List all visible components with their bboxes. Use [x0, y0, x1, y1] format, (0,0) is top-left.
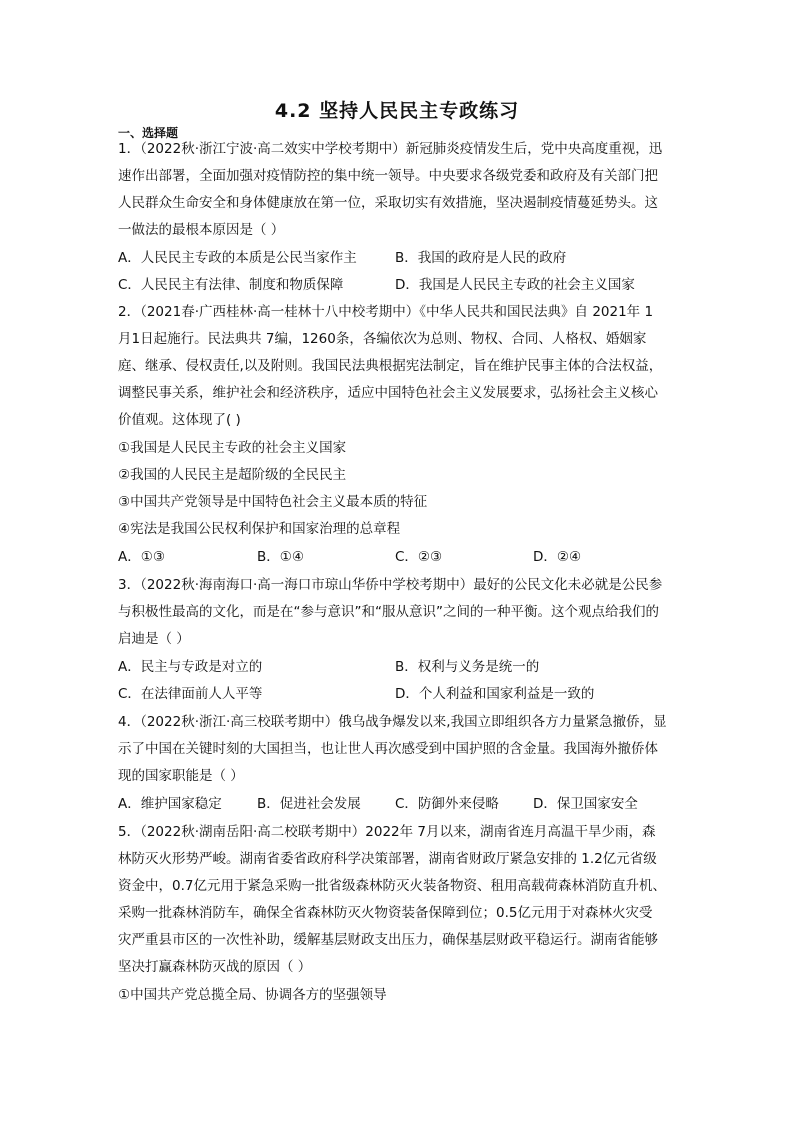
document-title: 4.2 坚持人民民主专政练习 — [274, 100, 520, 122]
q3-line: 3．（2022秋·海南海口·高一海口市琼山华侨中学校考期中）最好的公民文化未必就是公民参 — [118, 577, 663, 593]
q1-option-b: B．我国的政府是人民的政府 — [395, 250, 567, 266]
q3-option-d: D．个人利益和国家利益是一致的 — [395, 686, 595, 702]
q4-option-b: B．促进社会发展 — [257, 796, 361, 812]
q4-line: 4．（2022秋·浙江·高三校联考期中）俄乌战争爆发以来,我国立即组织各方力量紧急撤侨，显 — [118, 714, 667, 730]
q1-line: 速作出部署，全面加强对疫情防控的集中统一领导。中央要求各级党委和政府及有关部门把 — [118, 168, 658, 184]
q2-line: 月1日起施行。民法典共 7编，1260条，各编依次为总则、物权、合同、人格权、婚姻家 — [118, 331, 647, 347]
q3-option-b: B．权利与义务是统一的 — [395, 659, 540, 675]
section-heading: 一、选择题 — [118, 126, 179, 140]
q3-line: 启迪是（ ） — [118, 631, 190, 647]
q5-line: 5．（2022秋·湖南岳阳·高二校联考期中）2022年 7月以来，湖南省连月高温干旱少雨，森 — [118, 824, 656, 840]
q3-line: 与积极性最高的文化，而是在“参与意识”和“服从意识”之间的一种平衡。这个观点给我们的 — [118, 604, 659, 620]
q2-item: ③中国共产党领导是中国特色社会主义最本质的特征 — [118, 494, 428, 510]
q1-line: 人民群众生命安全和身体健康放在第一位，采取切实有效措施，坚决遏制疫情蔓延势头。这 — [118, 195, 658, 211]
q4-option-a: A．维护国家稳定 — [118, 796, 222, 812]
q2-option-b: B．①④ — [257, 549, 304, 565]
q1-line: 一做法的最根本原因是（ ） — [118, 222, 285, 238]
q5-line: 资金中，0.7亿元用于紧急采购一批省级森林防灭火装备物资、租用高载荷森林消防直升机、 — [118, 878, 666, 894]
q3-option-a: A．民主与专政是对立的 — [118, 659, 263, 675]
q2-line: 价值观。这体现了( ) — [118, 412, 241, 428]
q1-line: 1．（2022秋·浙江宁波·高二效实中学校考期中）新冠肺炎疫情发生后，党中央高度重视，迅 — [118, 141, 663, 157]
q2-option-d: D．②④ — [533, 549, 582, 565]
q5-line: 采购一批森林消防车，确保全省森林防灭火物资装备保障到位；0.5亿元用于对森林火灾受 — [118, 905, 653, 921]
q4-option-c: C．防御外来侵略 — [395, 796, 499, 812]
q5-item: ①中国共产党总揽全局、协调各方的坚强领导 — [118, 987, 387, 1003]
q5-line: 林防灭火形势严峻。湖南省委省政府科学决策部署，湖南省财政厅紧急安排的 1.2亿元省级 — [118, 851, 657, 867]
q2-item: ④宪法是我国公民权利保护和国家治理的总章程 — [118, 521, 401, 537]
q4-line: 现的国家职能是（ ） — [118, 768, 244, 784]
q2-item: ①我国是人民民主专政的社会主义国家 — [118, 440, 347, 456]
q1-option-a: A．人民民主专政的本质是公民当家作主 — [118, 250, 357, 266]
q2-option-a: A．①③ — [118, 549, 165, 565]
q4-line: 示了中国在关键时刻的大国担当，也让世人再次感受到中国护照的含金量。我国海外撤侨体 — [118, 741, 658, 757]
q1-option-c: C．人民民主有法律、制度和物质保障 — [118, 277, 344, 293]
q3-option-c: C．在法律面前人人平等 — [118, 686, 263, 702]
q5-line: 坚决打赢森林防灭战的原因（ ） — [118, 959, 312, 975]
q1-option-d: D．我国是人民民主专政的社会主义国家 — [395, 277, 635, 293]
q4-option-d: D．保卫国家安全 — [533, 796, 638, 812]
q2-line: 2．（2021春·广西桂林·高一桂林十八中校考期中）《中华人民共和国民法典》自 2021年 1 — [118, 304, 654, 320]
q2-line: 庭、继承、侵权责任,以及附则。我国民法典根据宪法制定，旨在维护民事主体的合法权益， — [118, 358, 663, 374]
q2-option-c: C．②③ — [395, 549, 443, 565]
q2-line: 调整民事关系，维护社会和经济秩序，适应中国特色社会主义发展要求，弘扬社会主义核心 — [118, 385, 658, 401]
q2-item: ②我国的人民民主是超阶级的全民民主 — [118, 467, 347, 483]
q5-line: 灾严重县市区的一次性补助，缓解基层财政支出压力，确保基层财政平稳运行。湖南省能够 — [118, 932, 658, 948]
